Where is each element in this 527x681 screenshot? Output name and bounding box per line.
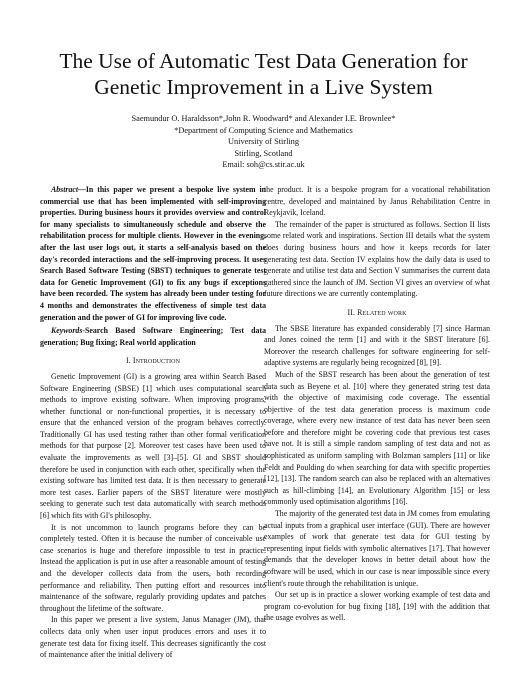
author-block bbox=[20, 113, 507, 171]
title-line-2: Genetic Improvement in a Live System bbox=[94, 75, 433, 99]
intro-paragraph: The remainder of the paper is structured as follows. Section II lists some related work and inspirations. Section III details what the system does during business hours and how it keeps records for later generating test data. Section IV explains how the daily data is used to generate and utilise test data and Section V summarises the current data gathered since the launch of JM. Section VI gives an overview of what future directions we are currently contemplating. bbox=[264, 219, 490, 299]
related-paragraph: Much of the SBST research has been about the generation of test data such as Beyene et al. [10] where they generated string test data with the objective of maximising code coverage. The essential objective of the test data generation process is maximum code coverage, where every new instance of test data has never been seen before and therefore might be covering code that previous test cases have not. It is still a simple random sampling of test data and not as sophisticated as uniform sampling with Bolzman samplers [11] or like Feldt and Poulding do when searching for data with specific properties [12], [13]. The random search can also be replaced with an alternatives such as hill-climbing [14], an Evolutionary Algorithm [15] or less commonly used optimisation algorithms [16]. bbox=[264, 369, 490, 507]
section-heading-introduction: I. Introduction bbox=[125, 356, 181, 366]
abstract bbox=[40, 184, 266, 323]
keywords bbox=[40, 325, 266, 348]
email: Email: soh@cs.stir.ac.uk bbox=[222, 160, 305, 170]
abstract-label: Abstract bbox=[51, 185, 79, 194]
university: University of Stirling bbox=[228, 137, 299, 147]
intro-paragraph: In this paper we present a live system, Janus Manager (JM), that collects data only when user input produces errors and uses it to generate test data for fixing itself. This decreases significantly the cost of maintenance after the initial delivery of bbox=[40, 615, 266, 660]
abstract-text: —In this paper we present a bespoke live system in commercial use that has been implemented with self-improving properties. During business hours it provides overview and control for many specialists to simultaneously schedule and observe the rehabilitation process for multiple clients. However in the evening, after the last user logs out, it starts a self-analysis based on the day's recorded interactions and the self-improving process. It uses Search Based Software Testing (SBST) techniques to generate test data for Genetic Improvement (GI) to fix any bugs if exceptions have been recorded. The system has already been under testing for 4 months and demonstrates the effectiveness of simple test data generation and the power of GI for improving live code. bbox=[40, 185, 266, 322]
section-heading-related-work: II. Related work bbox=[347, 307, 407, 317]
right-column bbox=[264, 184, 490, 624]
title-line-1: The Use of Automatic Test Data Generation for bbox=[59, 49, 468, 73]
related-paragraph: Our set up is in practice a slower working example of test data and program co-evolution for bug fixing [18], [19] with the addition that the usage evolves as well. bbox=[264, 590, 490, 623]
related-paragraph: The SBSE literature has expanded considerably [7] since Harman and Jones coined the term [1] and with it the SBST literature [6]. Moreover the research challenges for software engineering for self-adaptive systems are regularly being recognized [8], [9]. bbox=[264, 323, 490, 368]
intro-paragraph: Genetic Improvement (GI) is a growing area within Search Based Software Engineering (SBSE) [1] which uses computational search methods to improve existing software. When improving programs, whether functional or non-functional properties, it is necessary to ensure that the enhanced version of the program behaves correctly. Traditionally GI has used testing rather than other formal verification methods for that purpose [2]. Moreover test cases have been used to evaluate the improvements as well [3]–[5]. GI and SBST should therefore be used in conjunction with each other, specifically when the existing software has limited test data. It is then necessary to generate more test cases. Earlier papers of the SBST literature were mostly seeking to generate such test data automatically with search methods [6] which fits with GI's philosophy. bbox=[40, 371, 266, 521]
intro-paragraph: It is not uncommon to launch programs before they can be completely tested. Often it is because the number of conceivable use case scenarios is huge and therefore impossible to test in practice. Instead the application is put in use after a reasonable amount of testing and the developer collects data from the users, both recording performance and reliability. Then putting effort and resources into maintenance of the software, regularly providing updates and patches throughout the lifetime of the software. bbox=[40, 522, 266, 613]
intro-continuation: the product. It is a bespoke program for a vocational rehabilitation centre, developed and maintained by Janus Rehabilitation Centre in Reykjavik, Iceland. bbox=[264, 185, 490, 218]
paper-title bbox=[20, 48, 507, 100]
city: Stirling, Scotland bbox=[234, 148, 293, 158]
keywords-label: Keywords bbox=[51, 326, 83, 336]
affiliation: *Department of Computing Science and Mathematics bbox=[174, 125, 353, 135]
related-paragraph: The majority of the generated test data in JM comes from emulating actual inputs from a graphical user interface (GUI). There are however examples of work that generate test data for GUI testing by representing input fields with symbolic alternatives [17]. That however demands that the developer knows in better detail about how the software will be used, which in our case is near impossible since every client's route through the rehabilitation is unique. bbox=[264, 509, 490, 588]
authors-line: Saemundur O. Haraldsson*,John R. Woodward* and Alexander I.E. Brownlee* bbox=[131, 114, 396, 123]
keywords-text: -Search Based Software Engineering; Test data generation; Bug fixing; Real world application bbox=[40, 326, 266, 347]
left-column bbox=[40, 184, 266, 661]
